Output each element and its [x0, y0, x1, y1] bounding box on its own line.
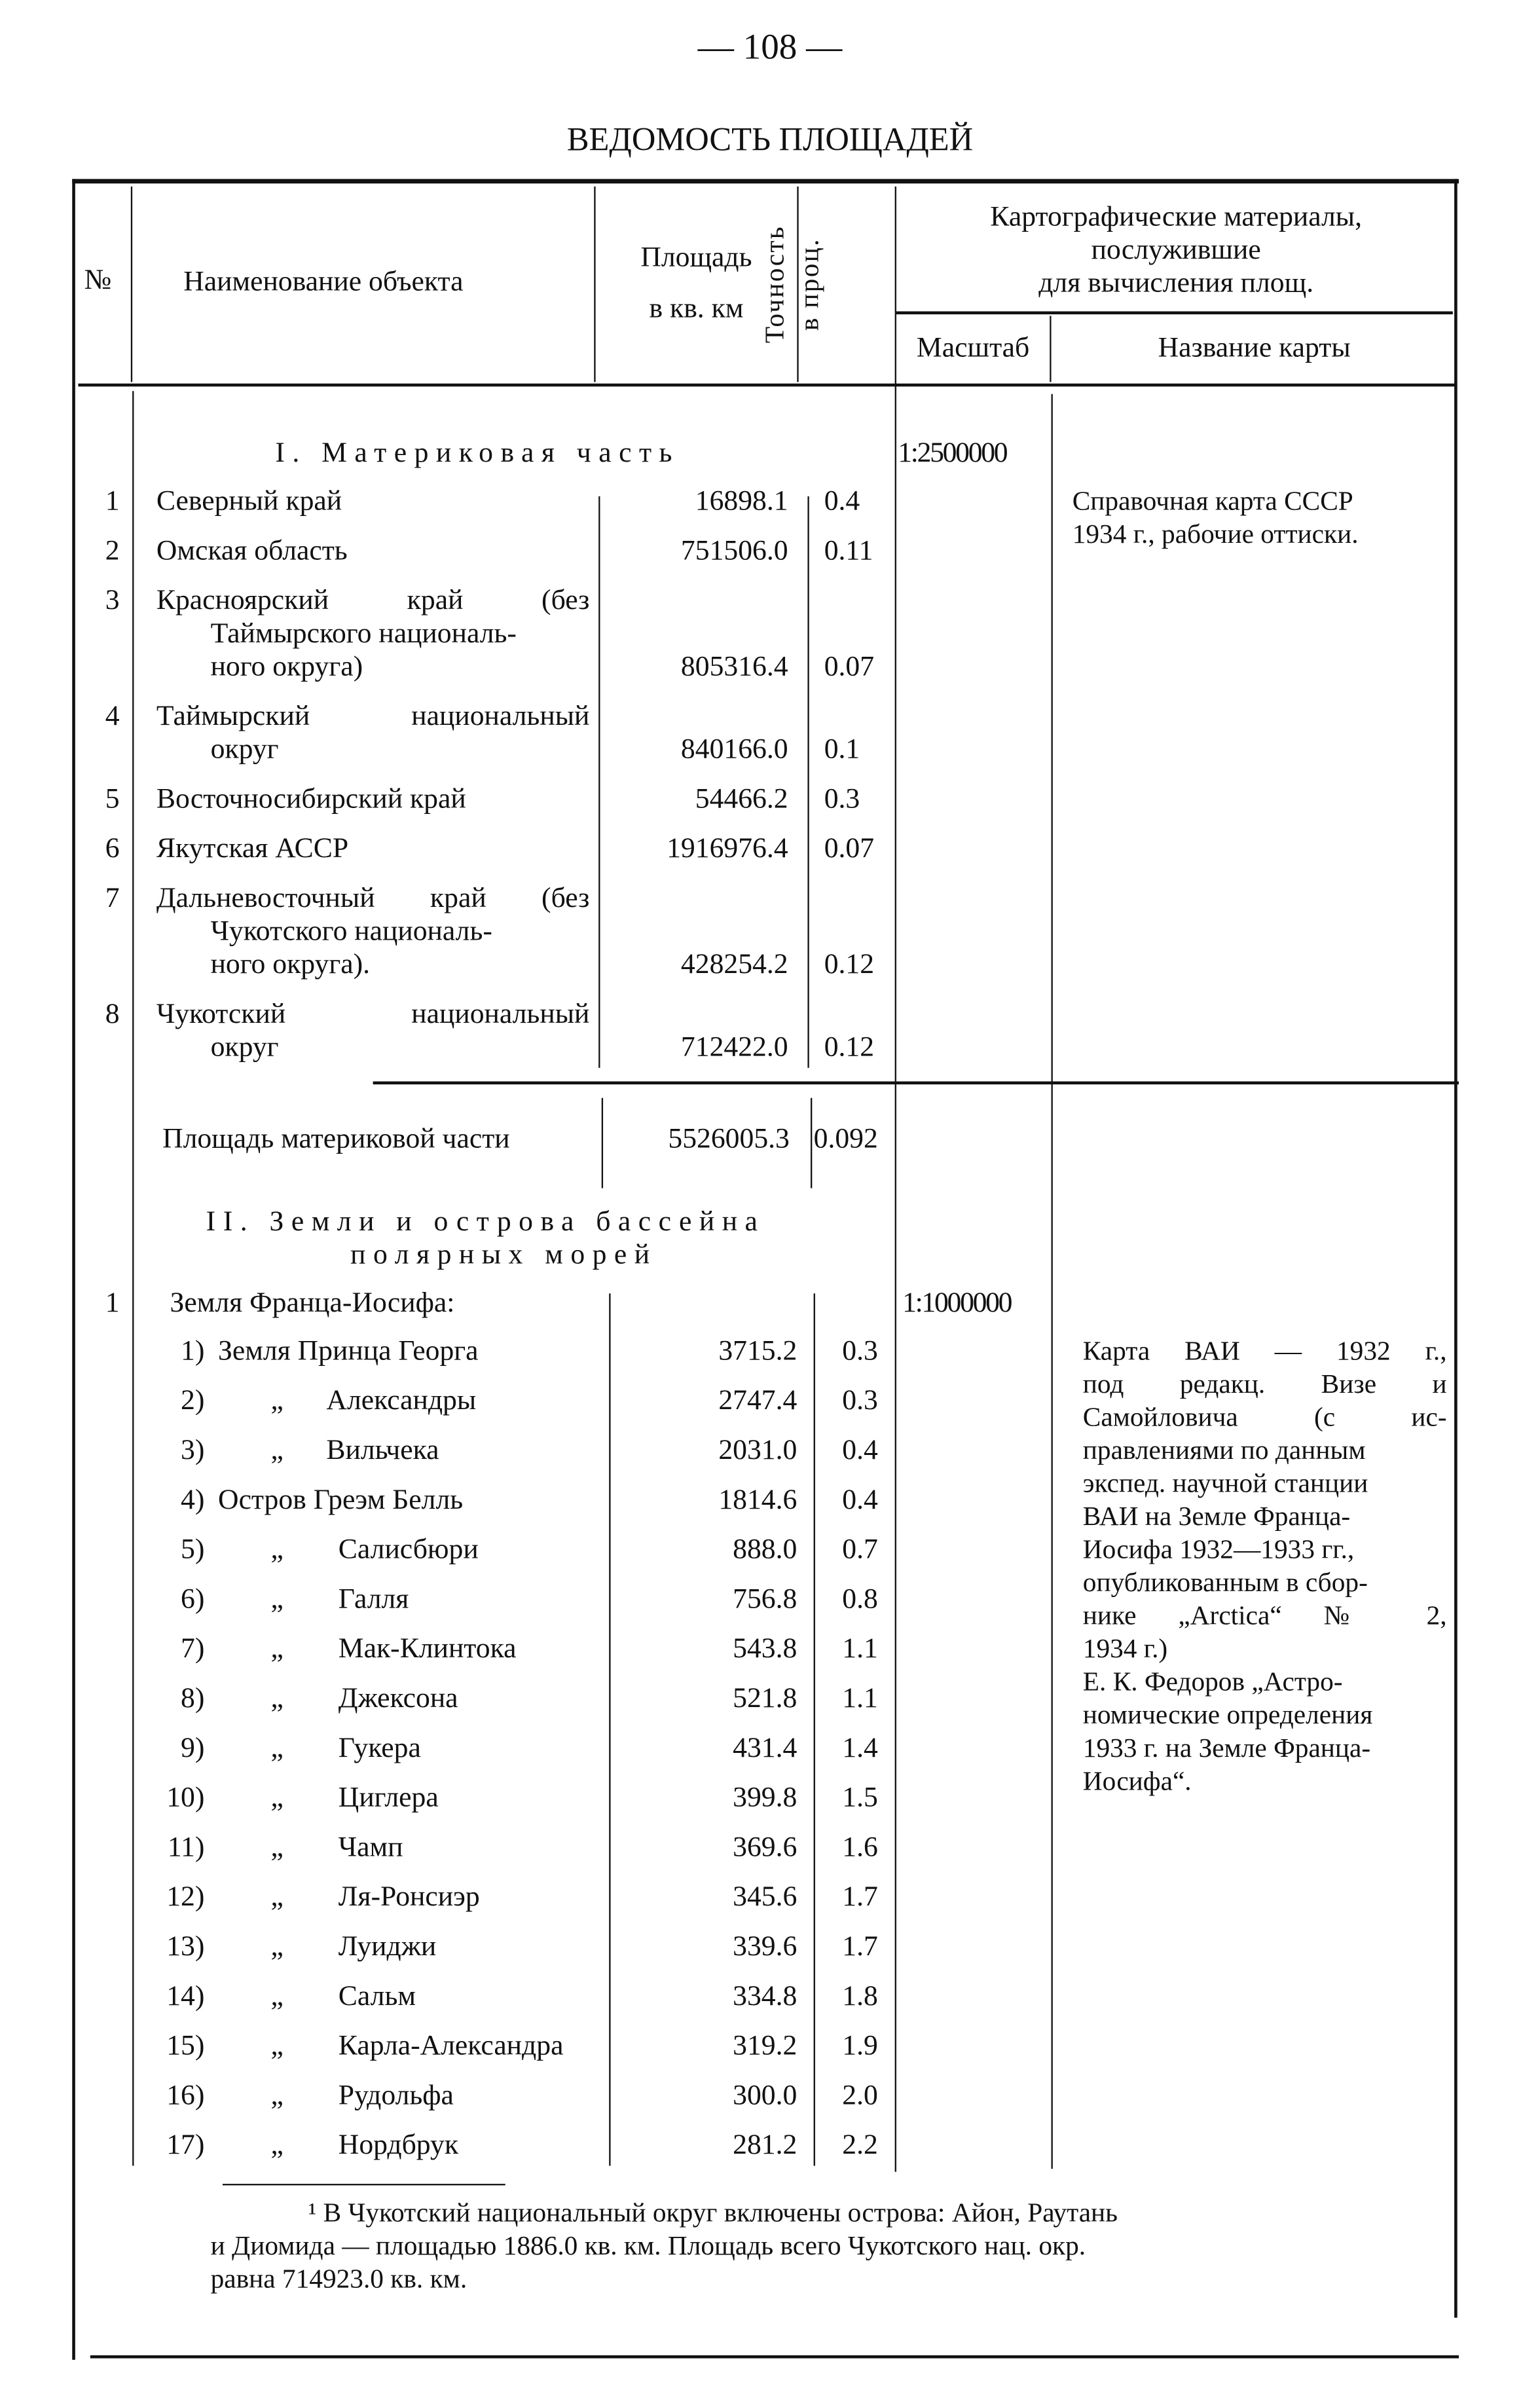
row-name: Луиджи	[338, 1931, 437, 1963]
row-precision: 1.6	[842, 1831, 878, 1864]
row-precision: 0.1	[824, 733, 860, 766]
row-precision: 0.4	[842, 1435, 878, 1467]
ditto-mark: „	[270, 1733, 284, 1765]
map-name-text: опубликованным в сбор-	[1082, 1567, 1368, 1598]
row-name: округ	[210, 733, 279, 766]
row-name: Сальм	[338, 1981, 416, 2013]
map-name-text: Карта ВАИ — 1932 г.,	[1082, 1335, 1447, 1366]
row-precision: 0.07	[824, 651, 875, 683]
table-bottom-border	[90, 2355, 1459, 2359]
row-precision: 1.7	[842, 1881, 878, 1913]
ditto-mark: „	[270, 1534, 284, 1566]
row-number: 16)	[166, 2080, 205, 2112]
scale-value: 1:2500000	[898, 437, 1007, 469]
row-name: Земля Принца Георга	[218, 1335, 479, 1367]
row-name: Чамп	[338, 1831, 403, 1864]
header-bottom-rule	[78, 384, 1456, 387]
row-number: 7)	[181, 1633, 205, 1665]
scale-value: 1:1000000	[902, 1287, 1012, 1319]
row-number: 1	[105, 485, 120, 518]
row-area: 751506.0	[680, 535, 788, 567]
row-number: 5	[105, 783, 120, 815]
col-rule	[1052, 394, 1053, 2169]
map-name-text: номические определения	[1082, 1699, 1373, 1730]
ditto-mark: „	[270, 2080, 284, 2112]
col-rule	[602, 1098, 603, 1188]
row-name: ного округа)	[210, 651, 363, 683]
row-area: 428254.2	[680, 949, 788, 981]
map-name-text: нике „Arctica“ № 2,	[1082, 1600, 1447, 1630]
row-area: 16898.1	[695, 485, 788, 518]
header-carto-2: послужившие	[1091, 234, 1261, 267]
row-name: Галля	[338, 1583, 409, 1615]
row-number: 17)	[166, 2129, 205, 2162]
ditto-mark: „	[270, 1881, 284, 1913]
row-area: 1814.6	[718, 1484, 798, 1517]
col-rule	[811, 1098, 812, 1188]
row-name: Вильчека	[326, 1435, 439, 1467]
col-rule	[609, 1293, 610, 2165]
row-precision: 0.12	[824, 1031, 875, 1063]
row-area: 54466.2	[695, 783, 788, 815]
row-area: 399.8	[733, 1782, 798, 1814]
map-name-text: 1933 г. на Земле Франца-	[1082, 1733, 1371, 1763]
header-area-1: Площадь	[640, 242, 752, 274]
col-rule	[814, 1293, 815, 2165]
row-area: 334.8	[733, 1981, 798, 2013]
row-precision: 0.3	[824, 783, 860, 815]
row-name: Гукера	[338, 1733, 421, 1765]
row-area: 521.8	[733, 1683, 798, 1715]
row-precision: 0.4	[824, 485, 860, 518]
map-name-text: Иосифа“.	[1082, 1765, 1192, 1796]
row-name: Омская область	[156, 535, 348, 567]
col-rule	[895, 187, 896, 2172]
row-precision: 0.7	[842, 1534, 878, 1566]
section-heading: II. Земли и острова бассейна	[206, 1206, 765, 1238]
header-precision-2: в проц.	[794, 238, 824, 331]
row-precision: 1.1	[842, 1633, 878, 1665]
map-name-text: Иосифа 1932—1933 гг.,	[1082, 1534, 1355, 1564]
ditto-mark: „	[270, 1981, 284, 2013]
header-area-2: в кв. км	[649, 293, 744, 325]
row-name: Красноярский край (без	[156, 585, 590, 617]
table-left-border	[72, 179, 75, 2360]
ditto-mark: „	[270, 2129, 284, 2162]
ditto-mark: „	[270, 1782, 284, 1814]
row-name: Чукотский национальный	[156, 999, 590, 1031]
col-rule	[1050, 316, 1051, 382]
footnote-line: равна 714923.0 кв. км.	[210, 2263, 468, 2294]
map-name-text: 1934 г.)	[1082, 1633, 1168, 1664]
ditto-mark: „	[270, 2030, 284, 2063]
row-name: Рудольфа	[338, 2080, 454, 2112]
footnote-rule	[223, 2184, 505, 2185]
row-name: Таймырский национальный	[156, 701, 590, 733]
row-area: 345.6	[733, 1881, 798, 1913]
row-area: 2747.4	[718, 1385, 798, 1417]
table-top-border	[72, 179, 1459, 183]
row-area: 712422.0	[680, 1031, 788, 1063]
ditto-mark: „	[270, 1831, 284, 1864]
map-name-text: 1934 г., рабочие оттиски.	[1072, 519, 1359, 549]
ditto-mark: „	[270, 1385, 284, 1417]
row-area: 339.6	[733, 1931, 798, 1963]
row-name: Александры	[326, 1385, 477, 1417]
subtotal-label: Площадь материковой части	[162, 1123, 510, 1156]
row-number: 2)	[181, 1385, 205, 1417]
row-area: 1916976.4	[667, 833, 788, 865]
row-precision: 1.8	[842, 1981, 878, 2013]
header-precision-1: Точность	[759, 225, 790, 344]
header-carto-1: Картографические материалы,	[990, 201, 1363, 234]
row-number: 1)	[181, 1335, 205, 1367]
row-name: Джексона	[338, 1683, 458, 1715]
table-right-border	[1454, 179, 1458, 2317]
row-name: Ля-Ронсиэр	[338, 1881, 480, 1913]
row-name: округ	[210, 1031, 279, 1063]
row-precision: 0.8	[842, 1583, 878, 1615]
row-name: Мак-Клинтока	[338, 1633, 517, 1665]
row-area: 756.8	[733, 1583, 798, 1615]
map-name-text: Справочная карта СССР	[1072, 485, 1353, 516]
row-area: 319.2	[733, 2030, 798, 2063]
row-area: 543.8	[733, 1633, 798, 1665]
header-carto-3: для вычисления площ.	[1038, 267, 1314, 300]
row-number: 4)	[181, 1484, 205, 1517]
section-heading: полярных морей	[350, 1239, 657, 1271]
row-precision: 2.0	[842, 2080, 878, 2112]
row-precision: 0.12	[824, 949, 875, 981]
row-number: 10)	[166, 1782, 205, 1814]
row-number: 9)	[181, 1733, 205, 1765]
section-heading: I. Материковая часть	[275, 437, 680, 469]
row-precision: 1.4	[842, 1733, 878, 1765]
header-map-name: Название карты	[1158, 332, 1351, 364]
row-name: Восточносибирский край	[156, 783, 466, 815]
row-number: 6	[105, 833, 120, 865]
row-name: Северный край	[156, 485, 342, 518]
map-name-text: Е. К. Федоров „Астро-	[1082, 1666, 1343, 1697]
page-title: ВЕДОМОСТЬ ПЛОЩАДЕЙ	[566, 120, 974, 158]
col-rule	[807, 496, 809, 1068]
col-rule	[131, 187, 132, 382]
ditto-mark: „	[270, 1583, 284, 1615]
row-name: Дальневосточный край (без	[156, 883, 590, 915]
row-precision: 1.1	[842, 1683, 878, 1715]
subtotal-area: 5526005.3	[668, 1123, 790, 1156]
map-name-text: экспед. научной станции	[1082, 1467, 1368, 1498]
ditto-mark: „	[270, 1683, 284, 1715]
row-number: 13)	[166, 1931, 205, 1963]
map-name-text: правлениями по данным	[1082, 1435, 1366, 1465]
row-area: 805316.4	[680, 651, 788, 683]
row-precision: 0.3	[842, 1385, 878, 1417]
row-number: 12)	[166, 1881, 205, 1913]
map-name-text: под редакц. Визе и	[1082, 1369, 1447, 1399]
row-number: 15)	[166, 2030, 205, 2063]
header-num: №	[84, 265, 112, 297]
row-area: 2031.0	[718, 1435, 798, 1467]
row-name: Чукотского националь-	[210, 915, 492, 948]
row-number: 14)	[166, 1981, 205, 2013]
row-number: 3	[105, 585, 120, 617]
header-scale: Масштаб	[916, 332, 1030, 364]
row-precision: 0.4	[842, 1484, 878, 1517]
header-name: Наименование объекта	[183, 266, 464, 298]
col-rule	[594, 187, 595, 382]
row-number: 4	[105, 701, 120, 733]
page-number: — 108 —	[697, 28, 843, 68]
ditto-mark: „	[270, 1633, 284, 1665]
map-name-text: ВАИ на Земле Франца-	[1082, 1501, 1351, 1532]
row-area: 3715.2	[718, 1335, 798, 1367]
subtotal-rule	[373, 1081, 1459, 1084]
row-number: 11)	[167, 1831, 205, 1864]
row-precision: 2.2	[842, 2129, 878, 2162]
row-area: 281.2	[733, 2129, 798, 2162]
header-mid-rule	[896, 311, 1453, 314]
row-precision: 0.11	[824, 535, 873, 567]
row-area: 300.0	[733, 2080, 798, 2112]
row-precision: 1.5	[842, 1782, 878, 1814]
row-precision: 0.07	[824, 833, 875, 865]
row-name: Циглера	[338, 1782, 439, 1814]
ditto-mark: „	[270, 1931, 284, 1963]
row-number: 2	[105, 535, 120, 567]
row-name: Нордбрук	[338, 2129, 459, 2162]
row-number: 8	[105, 999, 120, 1031]
row-number: 6)	[181, 1583, 205, 1615]
row-name: Остров Греэм Белль	[218, 1484, 464, 1517]
row-number: 1	[105, 1287, 120, 1319]
row-name: ного округа).	[210, 949, 371, 981]
row-name: Таймырского националь-	[210, 618, 517, 650]
row-number: 7	[105, 883, 120, 915]
group-name: Земля Франца-Иосифа:	[170, 1287, 455, 1319]
row-area: 840166.0	[680, 733, 788, 766]
map-name-text: Самойловича (с ис-	[1082, 1401, 1447, 1432]
row-precision: 0.3	[842, 1335, 878, 1367]
row-area: 369.6	[733, 1831, 798, 1864]
row-number: 5)	[181, 1534, 205, 1566]
row-area: 431.4	[733, 1733, 798, 1765]
footnote-line: ¹ В Чукотский национальный округ включены острова: Айон, Раутань	[308, 2197, 1118, 2228]
footnote-line: и Диомида — площадью 1886.0 кв. км. Площадь всего Чукотского нац. окр.	[210, 2230, 1086, 2261]
row-name: Салисбюри	[338, 1534, 479, 1566]
subtotal-precision: 0.092	[813, 1123, 878, 1156]
ditto-mark: „	[270, 1435, 284, 1467]
col-rule	[132, 391, 134, 2165]
row-precision: 1.9	[842, 2030, 878, 2063]
row-name: Якутская АССР	[156, 833, 349, 865]
row-name: Карла-Александра	[338, 2030, 564, 2063]
row-area: 888.0	[733, 1534, 798, 1566]
row-number: 3)	[181, 1435, 205, 1467]
row-precision: 1.7	[842, 1931, 878, 1963]
col-rule	[598, 496, 600, 1068]
row-number: 8)	[181, 1683, 205, 1715]
